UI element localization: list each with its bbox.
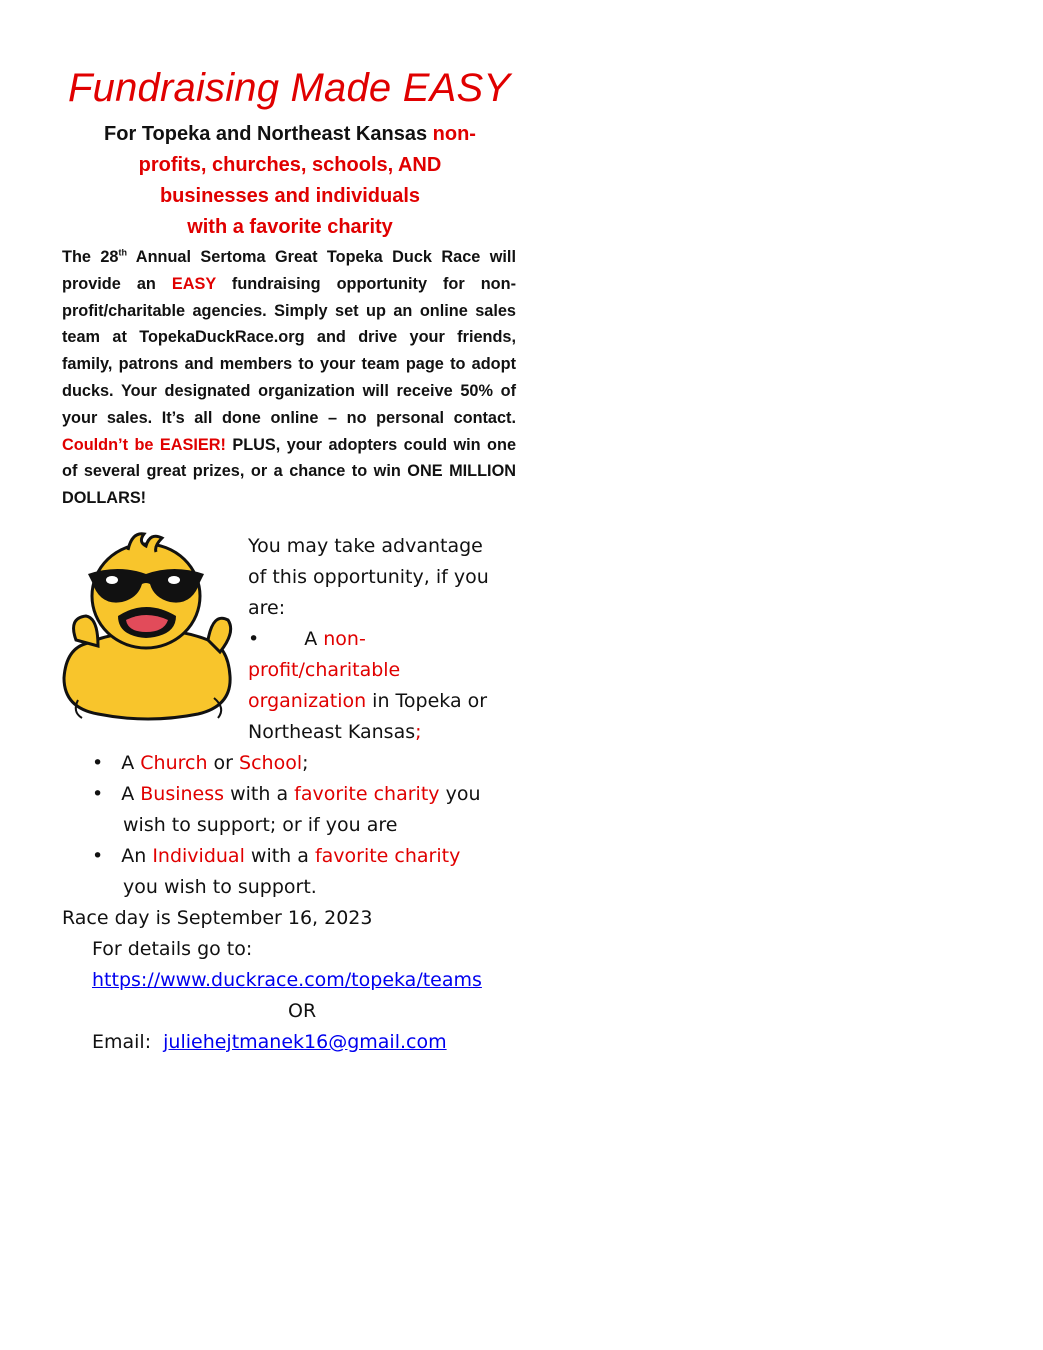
bullet-nonprofit-line-3: organization in Topeka or: [248, 690, 488, 712]
bullet-nonprofit: • A non-: [248, 628, 366, 650]
intro-paragraph: The 28th Annual Sertoma Great Topeka Duck Race will provide an EASY fundraising opportunity for non-profit/charitable agencies. Simply set up an online sales team at TopekaDuckRace.org and drive your friends, family, patrons and members to your team page to adopt ducks. Your designated organization will receive 50% of your sales. It’s all done online – no personal contact. Couldn’t be EASIER! PLUS, your adopters could win one of several great prizes, or a chance to win ONE MILLION DOLLARS!: [62, 247, 517, 508]
details-label: For details go to:: [92, 938, 253, 960]
bullet-dot: •: [92, 752, 104, 774]
bullet-nonprofit-line-2: profit/charitable: [248, 659, 401, 681]
email-label: Email:: [92, 1031, 152, 1053]
page-title: Fundraising Made EASY: [68, 66, 511, 110]
advantage-line-2: of this opportunity, if you: [248, 566, 489, 588]
or-separator: OR: [288, 1000, 317, 1022]
subtitle-line-4: with a favorite charity: [187, 216, 393, 238]
race-day: Race day is September 16, 2023: [62, 907, 373, 929]
rubber-duck-sunglasses-image: [58, 528, 238, 728]
advantage-line-1: You may take advantage: [248, 535, 483, 557]
bullet-business: • A Business with a favorite charity you: [92, 783, 481, 805]
bullet-individual: • An Individual with a favorite charity: [92, 845, 461, 867]
email-line: [92, 1027, 447, 1058]
details-link[interactable]: https://www.duckrace.com/topeka/teams: [92, 969, 482, 991]
subtitle-line-3: businesses and individuals: [159, 185, 421, 207]
bullet-business-line-2: wish to support; or if you are: [123, 814, 398, 836]
bullet-individual-line-2: you wish to support.: [123, 876, 317, 898]
subtitle-line-1: For Topeka and Northeast Kansas non-: [104, 123, 476, 145]
details-link-line: [92, 965, 482, 996]
email-link[interactable]: juliehejtmanek16@gmail.com: [163, 1031, 447, 1053]
bullet-nonprofit-line-4: Northeast Kansas;: [248, 721, 422, 743]
bullet-dot: •: [92, 783, 104, 805]
subtitle-line-2: profits, churches, schools, AND: [138, 154, 442, 176]
bullet-dot: •: [92, 845, 104, 867]
advantage-line-3: are:: [248, 597, 286, 619]
bullet-dot: •: [248, 628, 260, 650]
bullet-church-school: • A Church or School;: [92, 752, 309, 774]
